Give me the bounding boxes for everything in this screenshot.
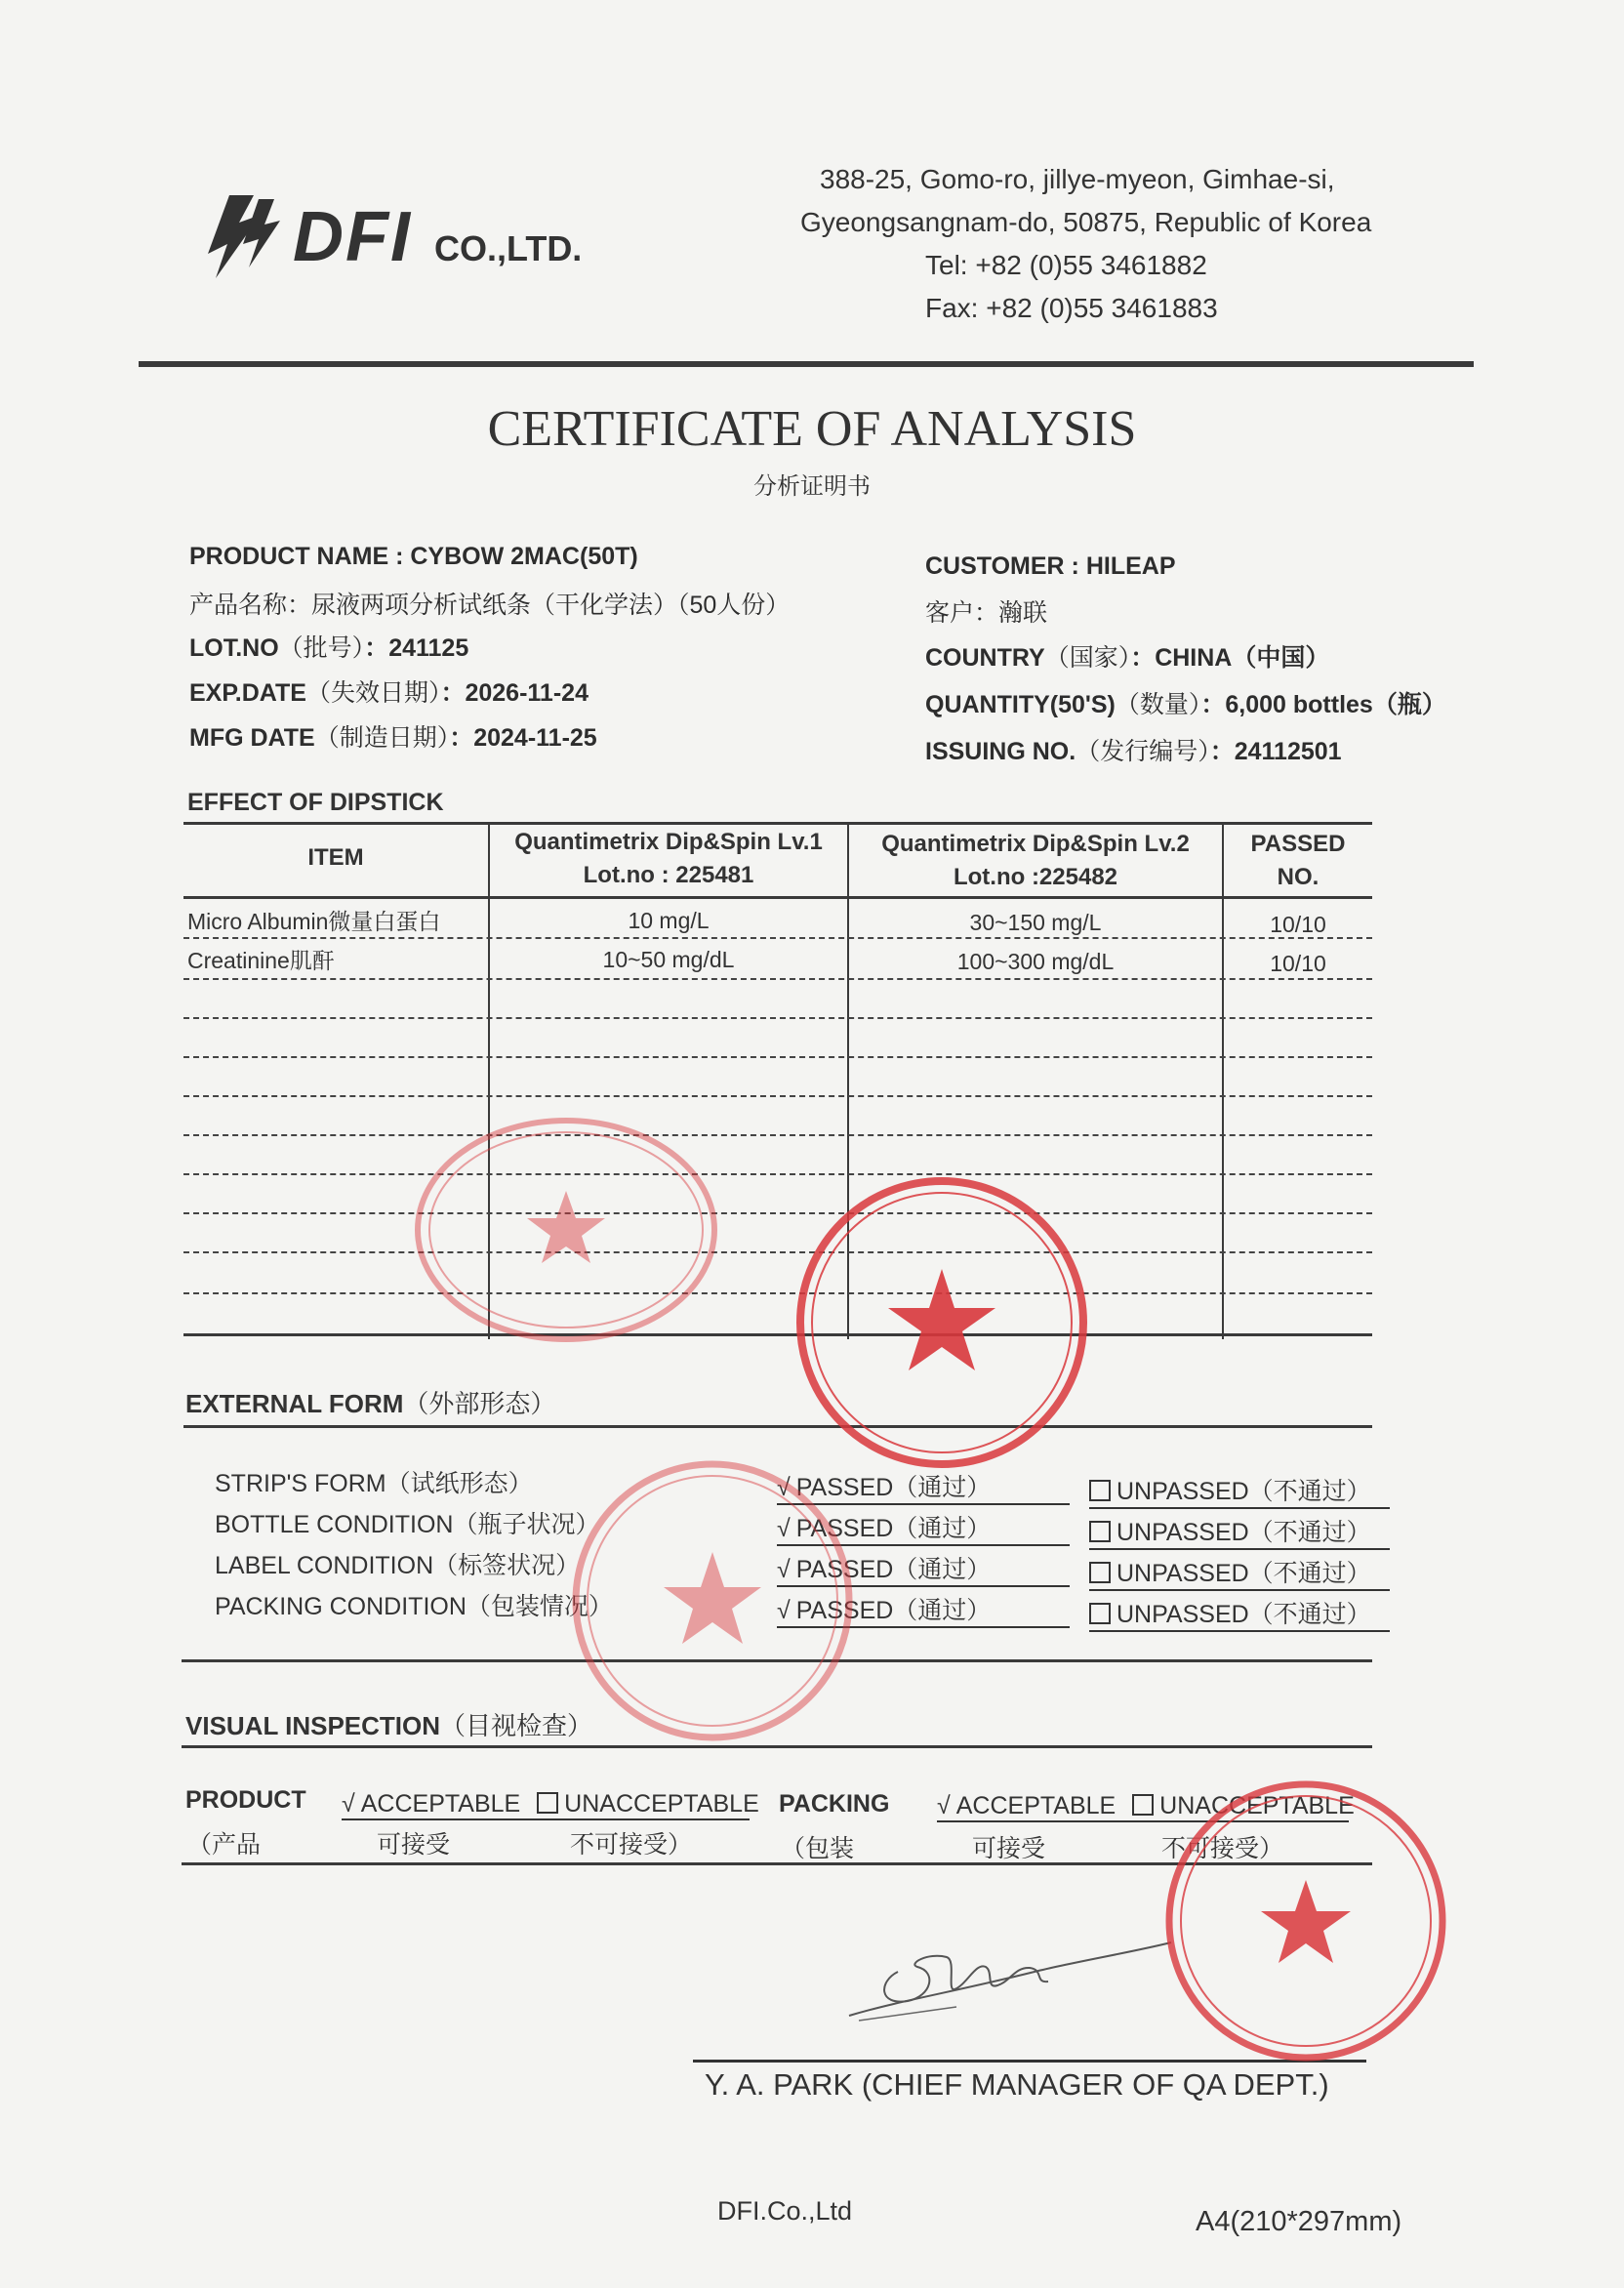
strip-form-label: STRIP'S FORM（试纸形态） [215,1470,533,1497]
table-top-rule [183,822,1372,825]
table-header-rule [183,896,1372,899]
unpassed-checkbox [1089,1521,1111,1542]
product-name-cn: 产品名称：尿液两项分析试纸条（干化学法）（50人份） [189,592,791,619]
customer-name-cn: 客户：瀚联 [925,599,1048,627]
country: COUNTRY（国家）：CHINA（中国） [925,644,1330,672]
packing-acceptable-cn: 可接受 [972,1835,1046,1862]
document-title: CERTIFICATE OF ANALYSIS [487,401,1137,457]
product-acceptable-cn: 可接受 [377,1831,451,1859]
issuing-number: ISSUING NO.（发行编号）：24112501 [925,738,1342,765]
label-condition-unpassed: UNPASSED（不通过） [1089,1554,1390,1591]
unpassed-checkbox [1089,1603,1111,1624]
unacceptable-checkbox [1132,1794,1154,1816]
product-inspection-label: PRODUCT [185,1786,306,1814]
bottle-condition-passed: √ PASSED（通过） [777,1509,1070,1546]
row-2-lv2: 100~300 mg/dL [956,949,1115,974]
row-rule [183,1017,1372,1019]
footer-paper-size: A4(210*297mm) [1196,2206,1402,2237]
address-line-1: 388-25, Gomo-ro, jillye-myeon, Gimhae-si, [820,164,1335,194]
packing-inspection-label-cn: （包装 [781,1835,855,1862]
row-1-passed: 10/10 [1270,912,1326,937]
product-unacceptable-cn: 不可接受） [570,1831,693,1859]
row-2-item: Creatinine肌酐 [187,948,335,973]
unacceptable-checkbox [537,1792,558,1814]
row-rule [183,1292,1372,1294]
document-subtitle: 分析证明书 [753,473,871,500]
inspection-round-stamp [566,1454,859,1747]
lot-number: LOT.NO（批号）：241125 [189,634,469,662]
effect-section-title: EFFECT OF DIPSTICK [187,789,444,816]
visual-section-title: VISUAL INSPECTION（目视检查） [185,1711,593,1740]
label-condition-label: LABEL CONDITION（标签状况） [215,1552,581,1579]
row-rule [183,1212,1372,1214]
faint-quality-stamp [410,1113,722,1347]
packing-inspection-label: PACKING [779,1790,890,1818]
footer-company: DFI.Co.,Ltd [717,2196,853,2226]
manufacture-date: MFG DATE（制造日期）：2024-11-25 [189,724,597,752]
logo-suffix: CO.,LTD. [434,228,583,268]
table-col-divider [1222,822,1224,1339]
external-section-title: EXTERNAL FORM（外部形态） [185,1389,556,1418]
signer-name: Y. A. PARK (CHIEF MANAGER OF QA DEPT.) [705,2067,1329,2102]
qa-round-stamp [1159,1775,1452,2067]
table-bottom-rule [183,1333,1372,1336]
strip-form-unpassed: UNPASSED（不通过） [1089,1472,1390,1509]
company-round-stamp [791,1171,1093,1474]
customer-name: CUSTOMER : HILEAP [925,552,1176,580]
fax-number: Fax: +82 (0)55 3461883 [925,293,1218,323]
logo-wordmark: DFI [293,198,412,276]
header-lv1: Quantimetrix Dip&Spin Lv.1 Lot.no : 225481 [514,829,823,888]
bottle-condition-label: BOTTLE CONDITION（瓶子状况） [215,1511,600,1538]
row-1-item: Micro Albumin微量白蛋白 [187,909,441,934]
product-acceptable-options: √ ACCEPTABLE UNACCEPTABLE [342,1790,750,1820]
row-rule [183,1134,1372,1136]
row-rule [183,1173,1372,1175]
company-address-block [800,158,1483,330]
packing-condition-passed: √ PASSED（通过） [777,1591,1070,1628]
row-2-lv1: 10~50 mg/dL [602,947,735,972]
packing-condition-unpassed: UNPASSED（不通过） [1089,1595,1390,1632]
row-1-lv1: 10 mg/L [628,908,710,933]
external-title-rule [183,1425,1372,1428]
strip-form-passed: √ PASSED（通过） [777,1468,1070,1505]
row-rule [183,1251,1372,1253]
product-inspection-label-cn: （产品 [187,1831,262,1859]
unpassed-checkbox [1089,1480,1111,1501]
row-rule [183,1056,1372,1058]
company-logo [200,185,610,298]
header-passed-no: PASSED NO. [1250,831,1346,890]
header-divider [139,361,1474,367]
expiry-date: EXP.DATE（失效日期）：2026-11-24 [189,679,589,707]
packing-acceptable-options: √ ACCEPTABLE UNACCEPTABLE [937,1792,1349,1822]
row-rule [183,978,1372,980]
tel-number: Tel: +82 (0)55 3461882 [925,250,1207,280]
header-item: ITEM [307,844,364,871]
signature-scribble [839,1913,1191,2030]
row-1-lv2: 30~150 mg/L [969,910,1102,935]
packing-condition-label: PACKING CONDITION（包装情况） [215,1593,613,1620]
product-name: PRODUCT NAME : CYBOW 2MAC(50T) [189,543,638,570]
bottle-condition-unpassed: UNPASSED（不通过） [1089,1513,1390,1550]
quantity: QUANTITY(50'S)（数量）：6,000 bottles（瓶） [925,691,1446,718]
address-line-2: Gyeongsangnam-do, 50875, Republic of Korea [800,207,1372,237]
packing-unacceptable-cn: 不可接受） [1161,1835,1284,1862]
effect-table [183,822,1372,1339]
label-condition-passed: √ PASSED（通过） [777,1550,1070,1587]
row-rule [183,937,1372,939]
row-rule [183,1095,1372,1097]
header-lv2: Quantimetrix Dip&Spin Lv.2 Lot.no :225482 [881,831,1190,890]
unpassed-checkbox [1089,1562,1111,1583]
row-2-passed: 10/10 [1270,951,1326,976]
